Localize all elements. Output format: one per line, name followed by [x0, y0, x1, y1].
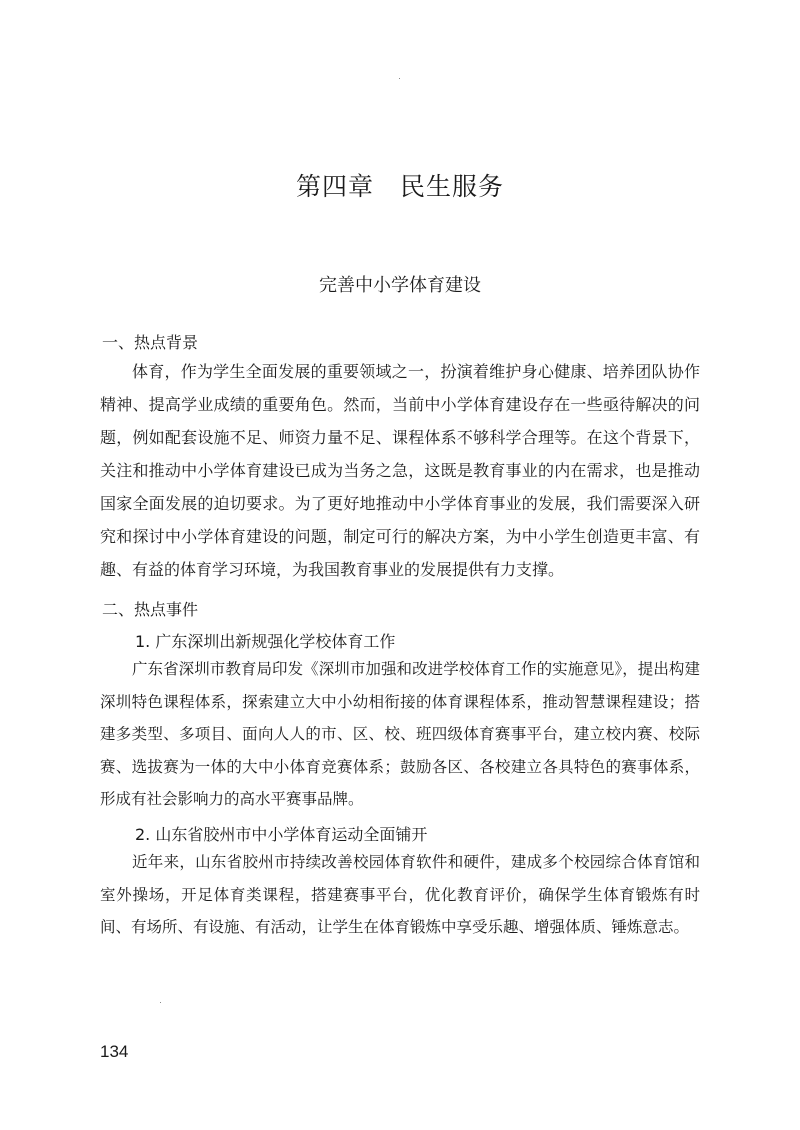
- background-heading: 一、热点背景: [102, 333, 199, 352]
- event-2-title: 2. 山东省胶州市中小学体育运动全面铺开: [135, 825, 428, 844]
- section-title: 完善中小学体育建设: [319, 275, 481, 296]
- events-heading: 二、热点事件: [102, 600, 199, 619]
- background-paragraph: 体育，作为学生全面发展的重要领域之一，扮演着维护身心健康、培养团队协作精神、提高学业成绩的重要角色。然而，当前中小学体育建设存在一些亟待解决的问题，例如配套设施不足、师资力量不足、课程体系不够科学合理等。在这个背景下，关注和推动中小学体育建设已成为当务之急，这既是教育事业的内在需求，也是推动国家全面发展的迫切要求。为了更好地推动中小学体育事业的发展，我们需要深入研究和探讨中小学体育建设的问题，制定可行的解决方案，为中小学生创造更丰富、有趣、有益的体育学习环境，为我国教育事业的发展提供有力支撑。: [100, 362, 700, 579]
- event-1-title: 1. 广东深圳出新规强化学校体育工作: [135, 632, 396, 651]
- chapter-title: 第四章 民生服务: [295, 172, 504, 201]
- scan-speck: [160, 1002, 161, 1003]
- scan-speck: [399, 78, 400, 79]
- page-number: 134: [100, 1042, 129, 1061]
- event-1-paragraph: 广东省深圳市教育局印发《深圳市加强和改进学校体育工作的实施意见》，提出构建深圳特色课程体系，探索建立大中小幼相衔接的体育课程体系，推动智慧课程建设；搭建多类型、多项目、面向人人的市、区、校、班四级体育赛事平台，建立校内赛、校际赛、选拔赛为一体的大中小体育竞赛体系；鼓励各区、各校建立各具特色的赛事体系，形成有社会影响力的高水平赛事品牌。: [100, 660, 700, 808]
- event-2-paragraph: 近年来，山东省胶州市持续改善校园体育软件和硬件，建成多个校园综合体育馆和室外操场，开足体育类课程，搭建赛事平台，优化教育评价，确保学生体育锻炼有时间、有场所、有设施、有活动，让学生在体育锻炼中享受乐趣、增强体质、锤炼意志。: [100, 853, 700, 936]
